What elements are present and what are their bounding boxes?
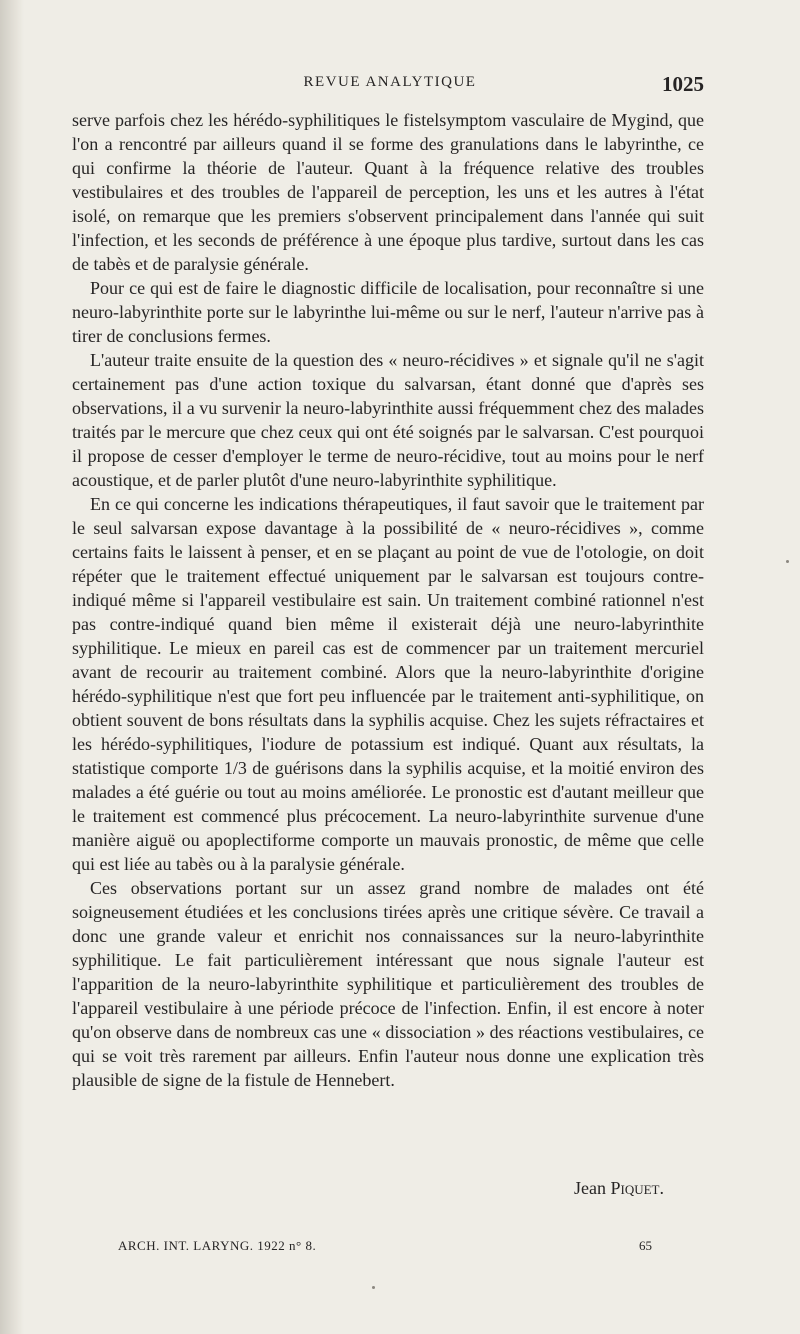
author-first-name: Jean (574, 1178, 606, 1198)
paragraph: L'auteur traite ensuite de la question des « neuro-récidives » et signale qu'il ne s'agit certainement pas d'une action toxique du salvarsan, étant donné que d'après ses observations, il a vu survenir la neuro-labyrinthite aussi fréquemment chez des malades traités par le mercure que chez ceux qui ont été soignés par le salvarsan. C'est pourquoi il propose de cesser d'employer le terme de neuro-récidive, tout au moins pour le nerf acoustique, et de parler plutôt d'une neuro-labyrinthite syphilitique. (72, 350, 704, 490)
author-last-name (610, 1178, 664, 1198)
journal-section-title: REVUE ANALYTIQUE (303, 74, 477, 90)
running-header (70, 72, 710, 96)
paragraph: Ces observations portant sur un assez grand nombre de malades ont été soigneusement étudiées et les conclusions tirées après une critique sévère. Ce travail a donc une grande valeur et enrichit nos connaissances sur la neuro-labyrinthite syphilitique. Le fait particulièrement intéressant que nous signale l'auteur est l'apparition de la neuro-labyrinthite syphilitique et particulièrement des troubles de l'appareil vestibulaire à une période précoce de l'infection. Enfin, il est encore à noter qu'on observe dans de nombreux cas une « dissociation » des réactions vestibulaires, ce qui se voit très rarement par ailleurs. Enfin l'auteur nous donne une explication très plausible de signe de la fistule de Hennebert. (72, 878, 704, 1090)
paper-speck (786, 560, 789, 563)
paper-speck (372, 1286, 375, 1289)
page-number: 1025 (662, 72, 704, 96)
signature-mark: 65 (639, 1238, 652, 1253)
page-footer (118, 1238, 658, 1258)
paragraph: En ce qui concerne les indications thérapeutiques, il faut savoir que le traitement par le seul salvarsan expose davantage à la possibilité de « neuro-récidives », comme certains faits le laissent à penser, et en se plaçant au point de vue de l'otologie, on doit répéter que le traitement effectué uniquement par le salvarsan est toujours contre-indiqué même si l'appareil vestibulaire est sain. Un traitement combiné rationnel n'est pas contre-indiqué quand bien même il existerait déjà une neuro-labyrinthite syphilitique. Le mieux en pareil cas est de commencer par un traitement mercuriel avant de recourir au traitement combiné. Alors que la neuro-labyrinthite d'origine hérédo-syphilitique n'est que fort peu influencée par le traitement anti-syphilitique, on obtient souvent de bons résultats dans la syphilis acquise. Chez les sujets réfractaires et les hérédo-syphilitiques, l'iodure de potassium est indiqué. Quant aux résultats, la statistique comporte 1/3 de guérisons dans la syphilis acquise, et la moitié environ des malades a été guérie ou tout au moins améliorée. Le pronostic est d'autant meilleur que le traitement est commencé plus précocement. La neuro-labyrinthite survenue d'une manière aiguë ou apoplectiforme comporte un mauvais pronostic, de même que celle qui est liée au tabès ou à la paralysie générale. (72, 494, 704, 874)
author-signature (72, 1178, 664, 1199)
journal-citation: ARCH. INT. LARYNG. 1922 n° 8. (118, 1238, 317, 1253)
author-last-rest: iquet. (620, 1178, 664, 1198)
paragraph: serve parfois chez les hérédo-syphilitiques le fistelsymptom vasculaire de Mygind, que l'on a rencontré par ailleurs quand il se forme des granulations dans le labyrinthe, ce qui confirme la théorie de l'auteur. Quant à la fréquence relative des troubles vestibulaires et des troubles de l'appareil de perception, les uns et les autres à l'état isolé, on remarque que les premiers s'observent principalement dans l'année qui suit l'infection, et les seconds de préférence à une époque plus tardive, surtout dans les cas de tabès et de paralysie générale. (72, 110, 704, 274)
paragraph: Pour ce qui est de faire le diagnostic difficile de localisation, pour reconnaître si une neuro-labyrinthite porte sur le labyrinthe lui-même ou sur le nerf, l'auteur n'arrive pas à tirer de conclusions fermes. (72, 278, 704, 346)
author-last-initial: P (610, 1178, 621, 1198)
article-body (72, 108, 704, 1092)
